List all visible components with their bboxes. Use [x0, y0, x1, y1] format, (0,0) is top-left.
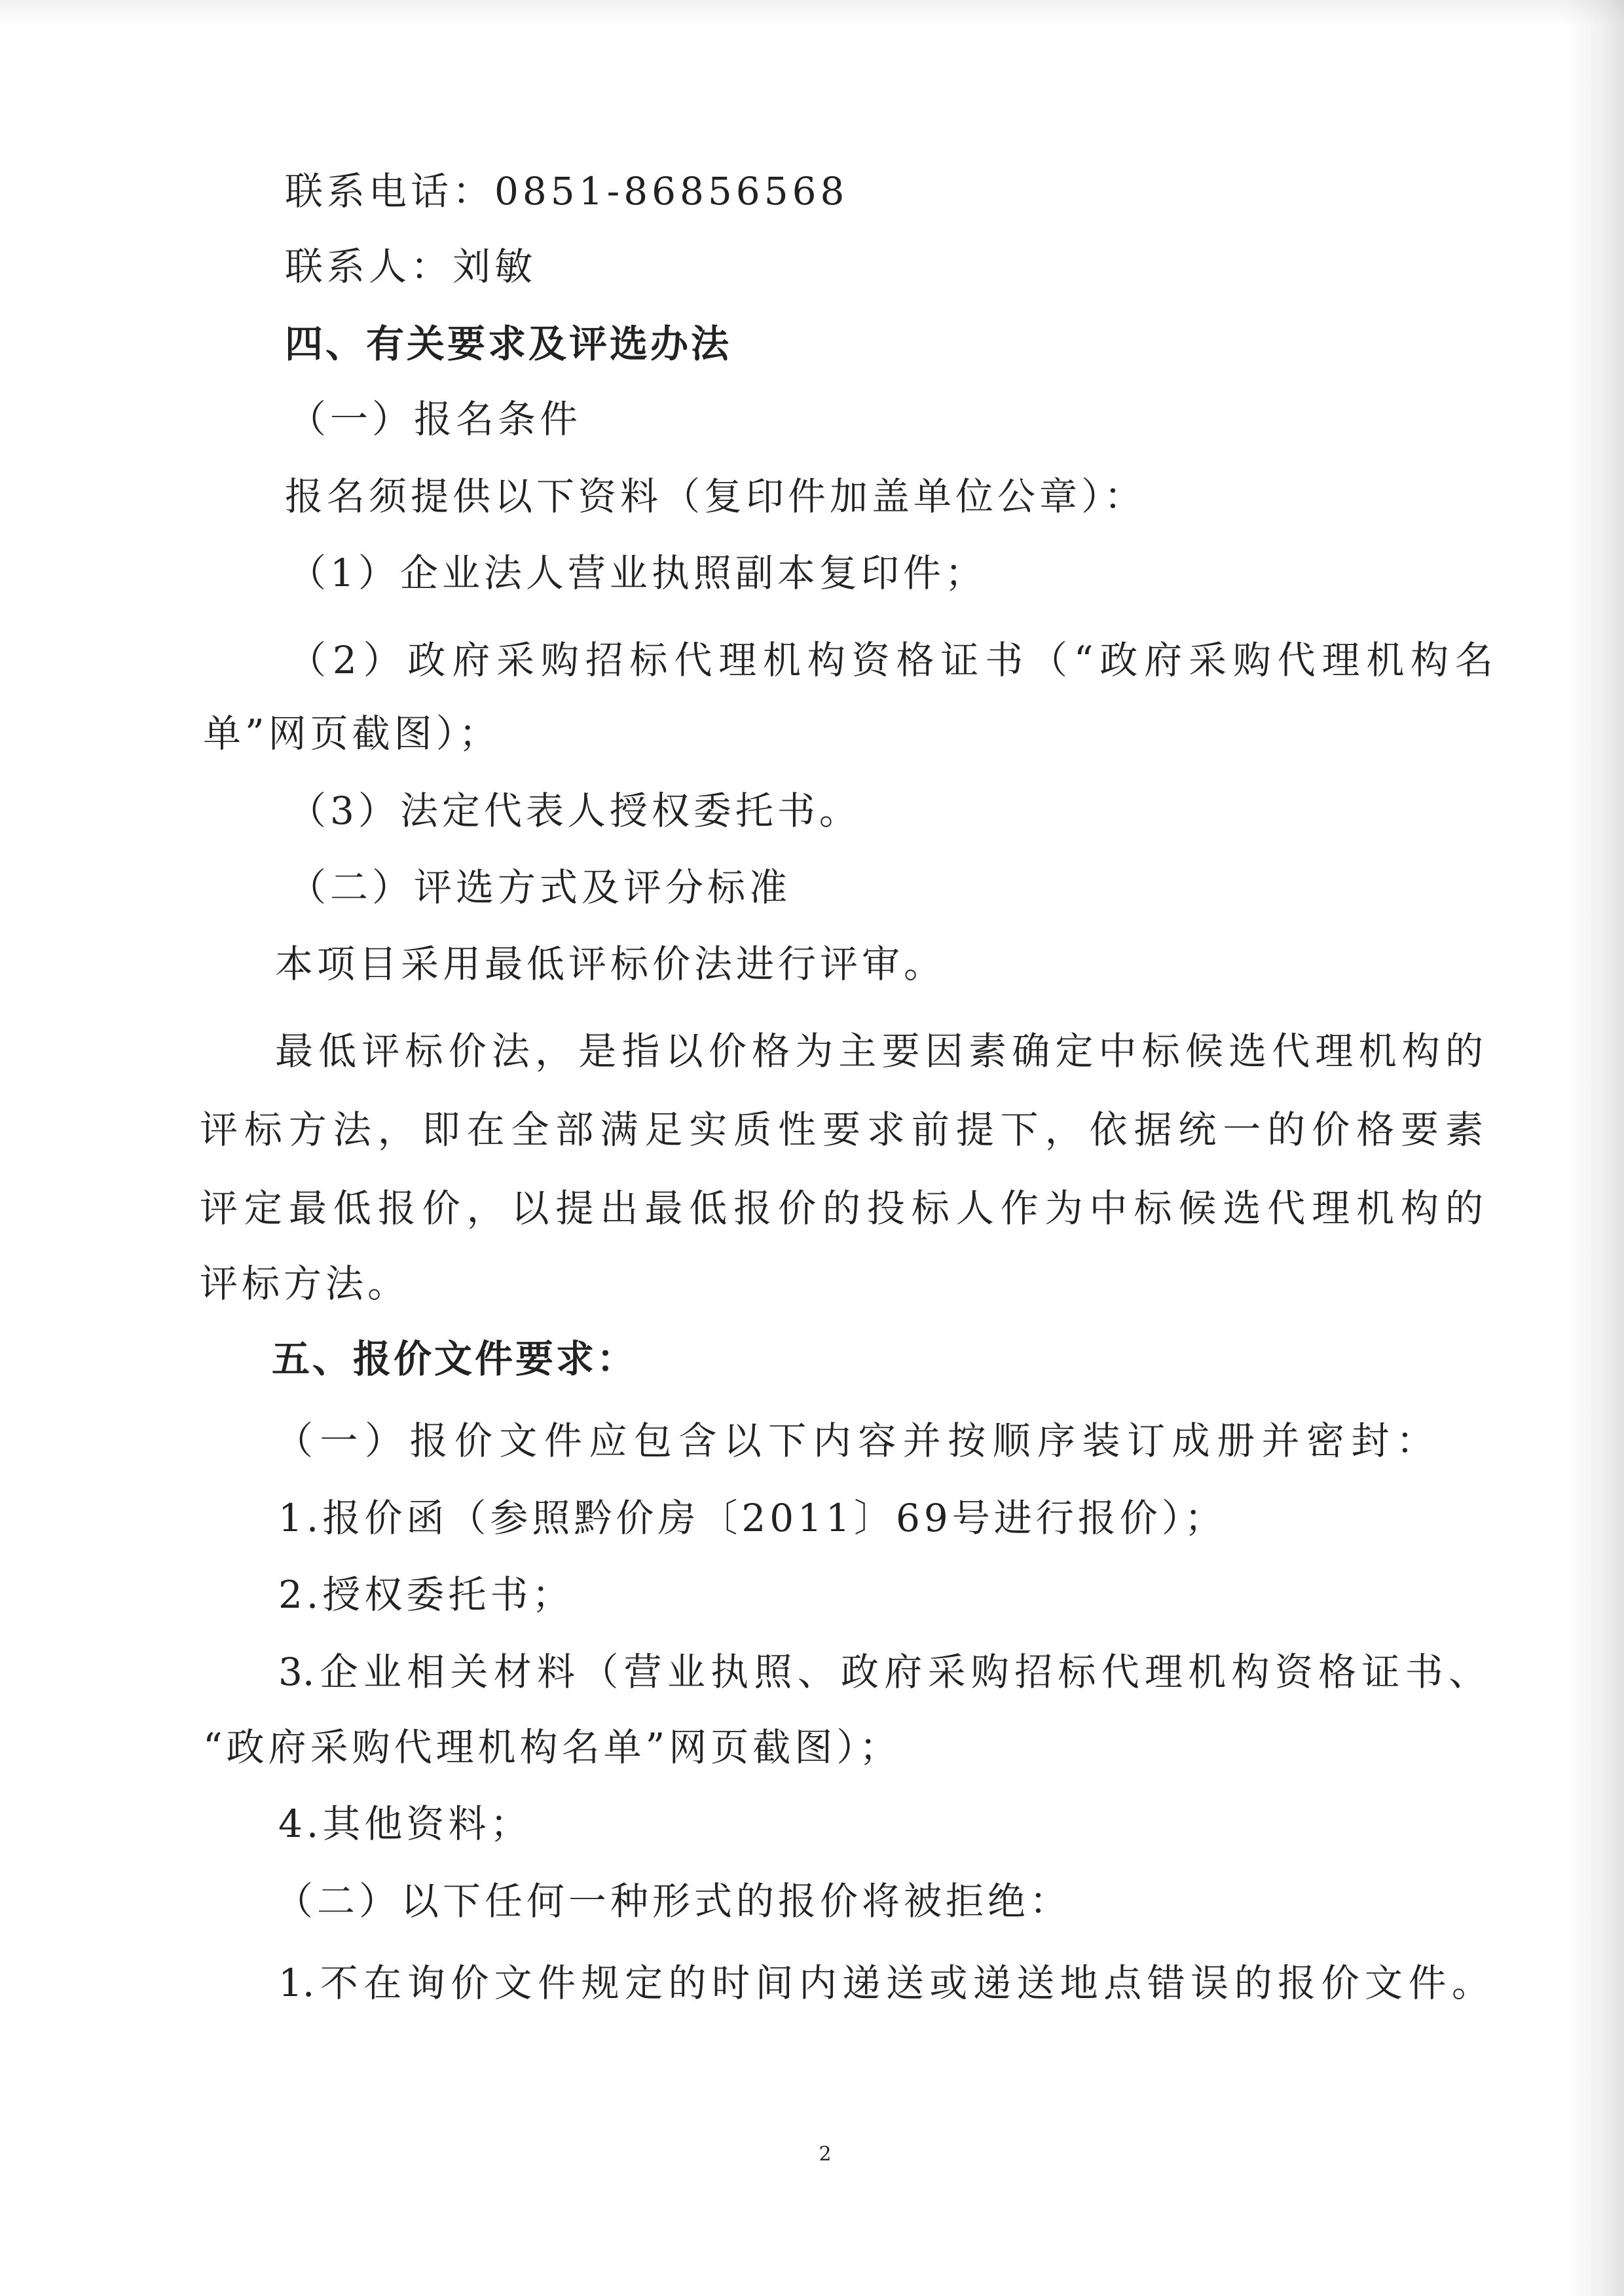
list-item: 3.企业相关材料（营业执照、政府采购招标代理机构资格证书、 — [278, 1650, 1486, 1694]
page-number: 2 — [819, 2143, 832, 2166]
list-item: （3）法定代表人授权委托书。 — [288, 788, 861, 833]
paragraph-line: 本项目采用最低评标价法进行评审。 — [275, 942, 946, 986]
contact-person: 联系人：刘敏 — [285, 244, 537, 289]
list-item-continuation: “政府采购代理机构名单”网页截图）； — [203, 1725, 902, 1769]
scan-shadow-top — [0, 0, 1624, 26]
list-item: 2.授权委托书； — [278, 1572, 574, 1617]
list-item: 1.报价函（参照黔价房〔2011〕69号进行报价）； — [278, 1496, 1227, 1540]
subsection-heading-rejection: （二）以下任何一种形式的报价将被拒绝： — [275, 1879, 1072, 1923]
section-heading-4: 四、有关要求及评选办法 — [285, 322, 732, 366]
list-item: 1.不在询价文件规定的时间内递送或递送地点错误的报价文件。 — [278, 1961, 1490, 2005]
contact-phone: 联系电话：0851-86856568 — [285, 169, 849, 213]
list-item-continuation: 单”网页截图）； — [203, 711, 501, 756]
paragraph-line: 评定最低报价，以提出最低报价的投标人作为中标候选代理机构的 — [200, 1186, 1483, 1231]
paragraph-line: 评标方法。 — [200, 1261, 410, 1306]
subsection-heading-registration: （一）报名条件 — [288, 397, 582, 441]
list-item: 4.其他资料； — [278, 1802, 532, 1846]
scan-shadow-right — [1565, 0, 1624, 2296]
list-item: （2）政府采购招标代理机构资格证书（“政府采购代理机构名 — [288, 638, 1493, 682]
paragraph-line: 最低评标价法，是指以价格为主要因素确定中标候选代理机构的 — [275, 1029, 1483, 1073]
paragraph-line: 报名须提供以下资料（复印件加盖单位公章）： — [285, 474, 1147, 519]
list-item: （1）企业法人营业执照副本复印件； — [288, 551, 987, 595]
paragraph-line: 评标方法，即在全部满足实质性要求前提下，依据统一的价格要素 — [200, 1107, 1483, 1152]
section-heading-5: 五、报价文件要求： — [272, 1337, 638, 1381]
subsection-heading-evaluation: （二）评选方式及评分标准 — [288, 865, 792, 910]
subsection-heading-contents: （一）报价文件应包含以下内容并按顺序装订成册并密封： — [275, 1418, 1434, 1463]
